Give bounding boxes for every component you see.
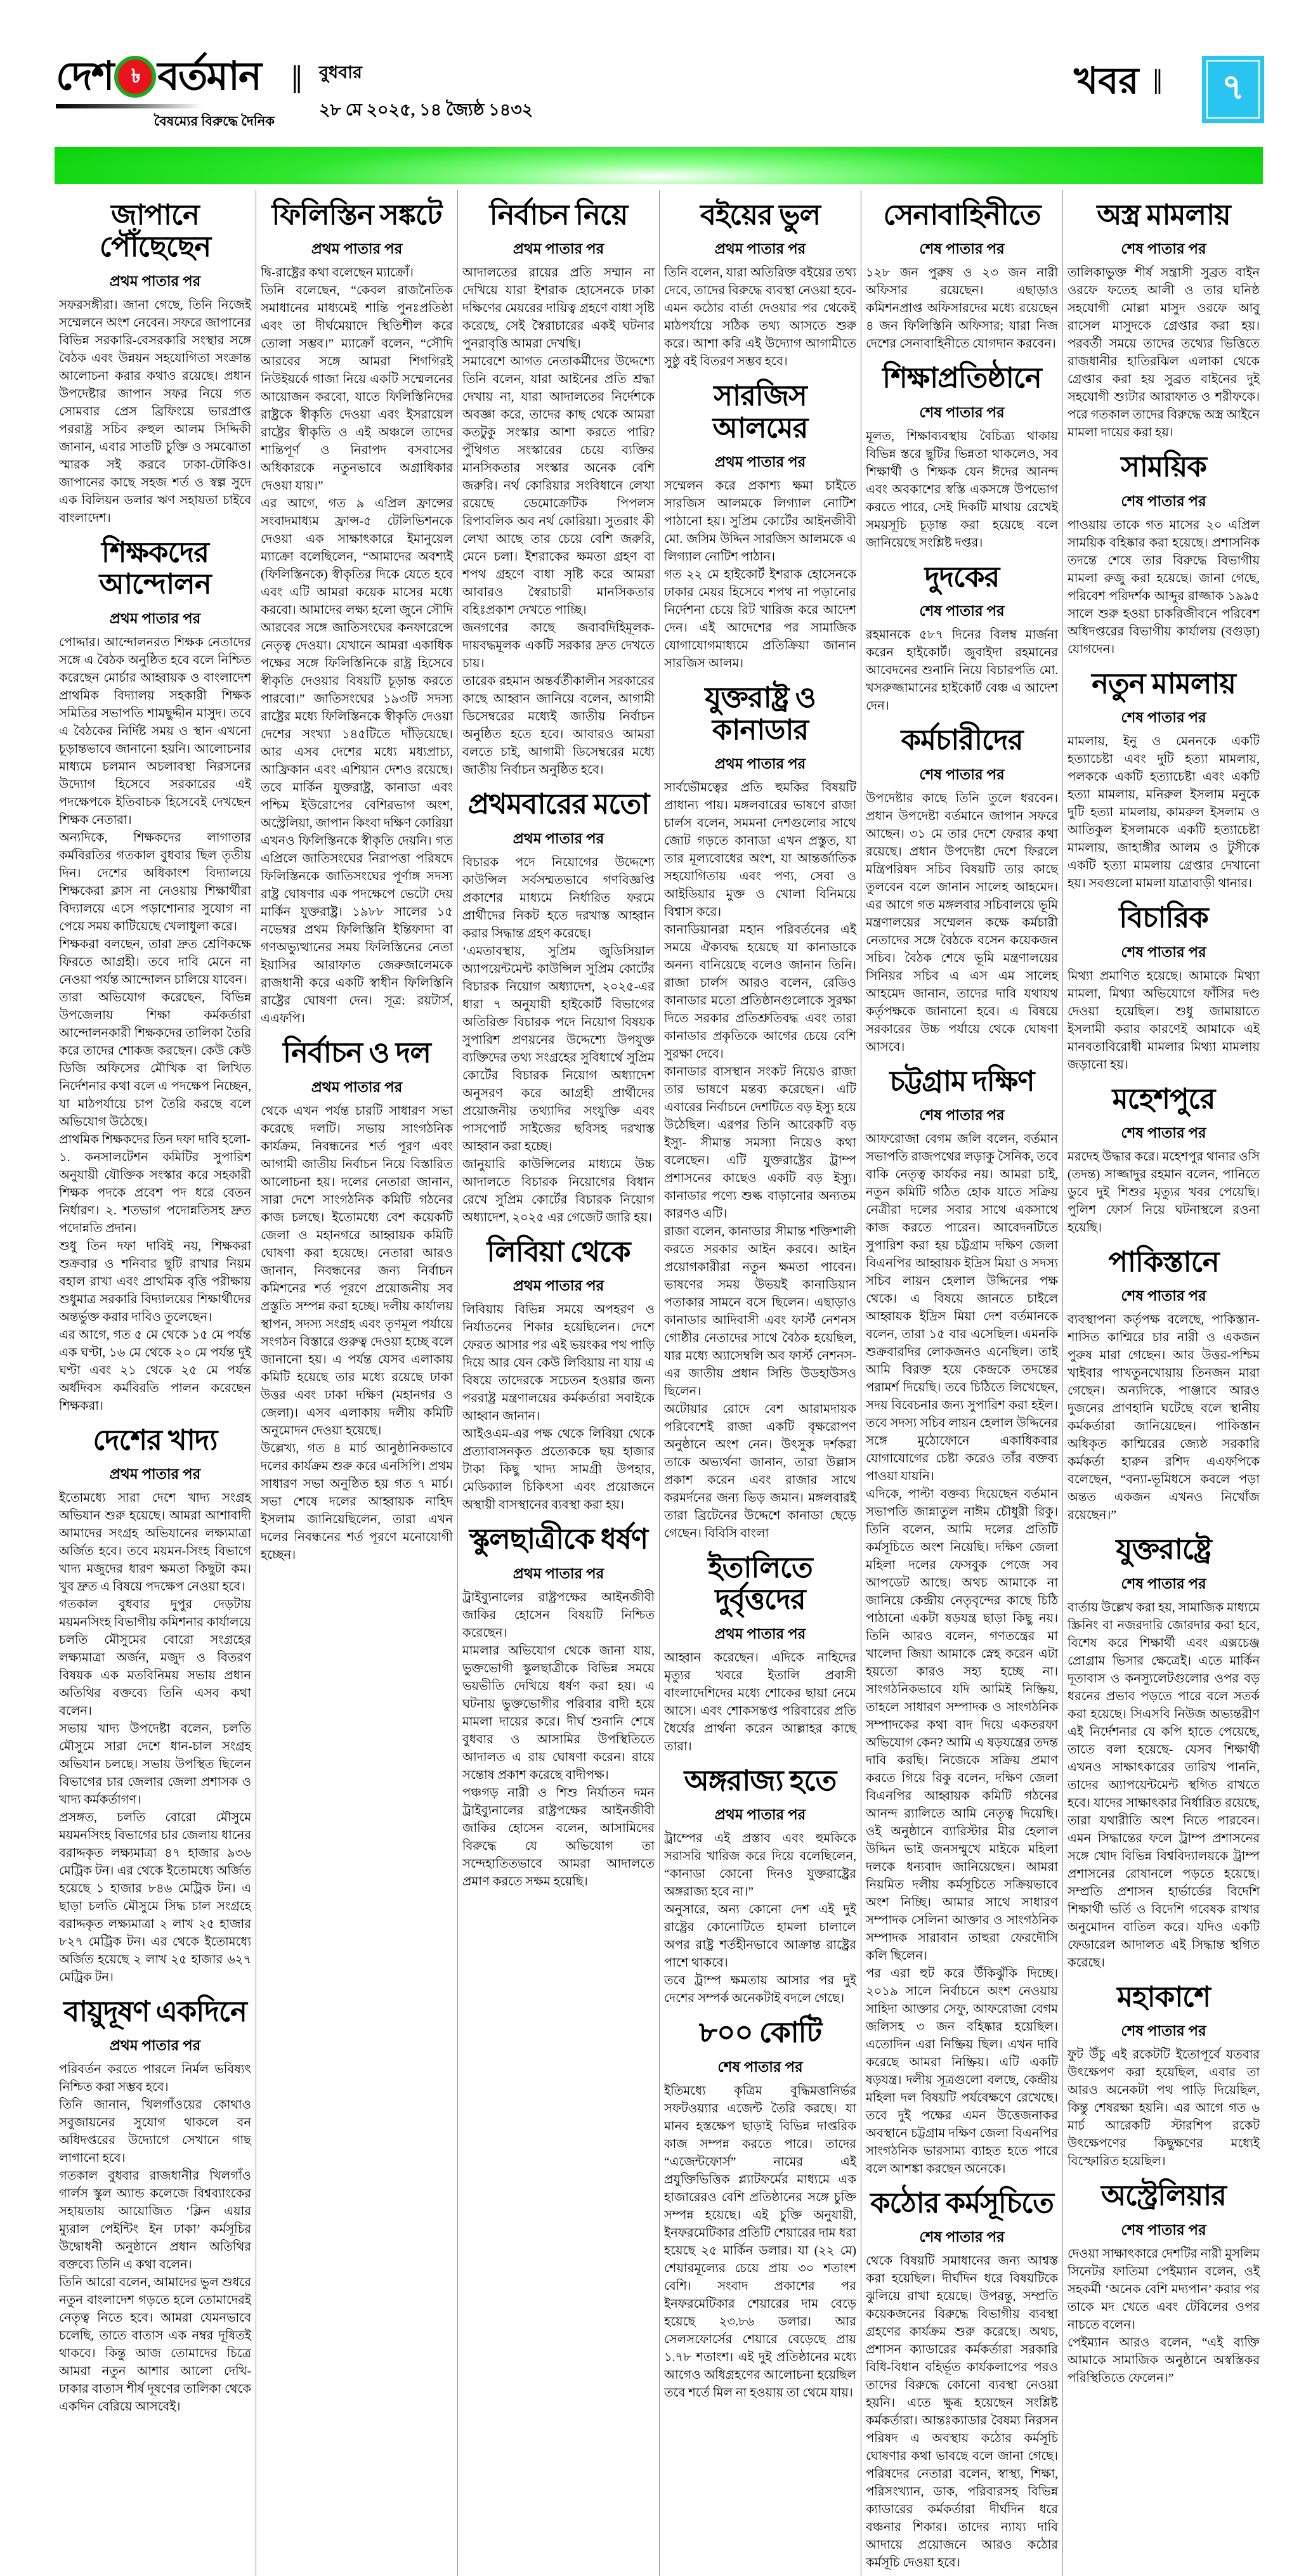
article-paragraph: মিথ্যা প্রমাণিত হয়েছে। আমাকে মিথ্যা মামলা, মিথ্যা অভিযোগে ফাঁসির দণ্ড দেওয়া হয়েছিল। শুধু জামায়াতে ইসলামী করার কারণেই আমাকে এই মানবতাবিরোধী মামলার মিথ্যা মামলায় জড়ানো হয়। bbox=[1068, 969, 1260, 1072]
article-paragraph: বার্তায় উল্লেখ করা হয়, সামাজিক মাধ্যমে স্ক্রিনিং বা নজরদারি জোরদার করা হবে, বিশেষ করে শিক্ষার্থী এবং এক্সচেঞ্জ প্রোগ্রাম ভিসার ক্ষেত্রেই। এতে মার্কিন দূতাবাস ও কনস্যুলেটগুলোর ওপর বড় ধরনের প্রভাব পড়তে পারে বলে সতর্ক করা হয়েছে। সিএসবি নিউজ অভ্যন্তরীণ এই নির্দেশনার যে কপি হাতে পেয়েছে, তাতে বলা হয়েছে- যেসব শিক্ষার্থী এখনও সাক্ষাৎকারের তারিখ পাননি, তাদের অ্যাপয়েন্টমেন্ট স্থগিত রাখতে হবে। যাদের সাক্ষাৎকার নির্ধারিত রয়েছে, তারা যথারীতি অংশ নিতে পারবেন। এমন সিদ্ধান্তের ফলে ট্রাম্প প্রশাসনের সঙ্গে খোদ বিভিন্ন বিশ্ববিদ্যালয়কে ট্রাম্প প্রশাসনের রোষানলে পড়তে হয়েছে। সম্প্রতি প্রশাসন হার্ভার্ডের বিদেশি শিক্ষার্থী ভর্তি ও বিদেশি গবেষক রাখার অনুমোদন বাতিল করে। যদিও একটি ফেডারেল আদালত এই সিদ্ধান্ত স্থগিত করেছে। bbox=[1068, 1601, 1260, 1970]
continued-from-kicker: শেষ পাতার পর bbox=[919, 404, 1005, 420]
article bbox=[1068, 668, 1260, 893]
article bbox=[1068, 1981, 1260, 2171]
article-headline: মহাকাশে bbox=[1117, 1981, 1210, 2013]
continued-from-kicker: প্রথম পাতার পর bbox=[109, 610, 201, 627]
article-paragraph: পেইম্যান আরও বলেন, “এই ব্যক্তি আমাকে সামাজিক অনুষ্ঠানে অস্বস্তিকর পরিস্থিতিতে ফেলেন।” bbox=[1068, 2336, 1260, 2385]
masthead-right bbox=[1074, 56, 1264, 123]
article bbox=[59, 199, 251, 528]
article-paragraph: আইওএম-এর পক্ষ থেকে লিবিয়া থেকে প্রত্যাবাসনকৃত প্রত্যেককে ছয় হাজার টাকা কিছু খাদ্য সামগ্রী উপহার, মেডিক্যাল চিকিৎসা এবং প্রয়োজনে অস্থায়ী বাসস্থানের ব্যবস্থা করা হয়। bbox=[462, 1428, 655, 1512]
continued-from-kicker: প্রথম পাতার পর bbox=[513, 1565, 604, 1582]
article bbox=[866, 724, 1058, 1056]
continued-from-kicker: প্রথম পাতার পর bbox=[109, 273, 201, 289]
newspaper-logo bbox=[56, 56, 275, 133]
news-column-2 bbox=[256, 190, 457, 2576]
article-paragraph: কানাডার বাসস্থান সংকট নিয়েও রাজা তার ভাষণে মন্তব্য করেছেন। এটি এবারের নির্বাচনে দেশটিতে বড় ইস্যু হয়ে উঠেছিল। এরপর তিনি আরেকটি বড় ইস্যু- সীমান্ত সমস্যা নিয়েও কথা বলেছেন। এটি যুক্তরাষ্ট্রের ট্রাম্প প্রশাসনের কাছেও একটি বড় ইস্যু। কানাডার পণ্যে শুল্ক বাড়ানোর অন্যতম কারণও এটি। bbox=[664, 1065, 856, 1221]
article-paragraph: রাজা বলেন, কানাডার সীমান্ত শক্তিশালী করতে সরকার আইন করবে। আইন প্রয়োগকারীরা নতুন ক্ষমতা পাবেন। ভাষণের সময় উভয়ই কানাডিয়ান পতাকার সামনে বসে ছিলেন। এছাড়াও কানাডার আদিবাসী এবং ফার্স্ট নেশনস গোষ্ঠীর নেতাদের সাথে বৈঠক হয়েছিল, যার মধ্যে অ্যাসেম্বলি অব ফার্স্ট নেশনস-এর জাতীয় প্রধান সিন্ডি উডহাউসও ছিলেন। bbox=[664, 1225, 856, 1398]
article-paragraph: সার্বভৌমত্বের প্রতি হুমকির বিষয়টি প্রাধান্য পায়। মঙ্গলবারের ভাষণে রাজা চার্লস বলেন, সমমনা দেশগুলোর সাথে জোট গড়তে কানাডা এখন প্রস্তুত, যা তার মূল্যবোধের অংশ, যা আন্তর্জাতিক সহযোগিতায় এবং পণ্য, সেবা ও আইডিয়ার মুক্ত ও খোলা বিনিময়ে বিশ্বাস করে। bbox=[664, 781, 856, 919]
continued-from-kicker: শেষ পাতার পর bbox=[717, 2059, 803, 2075]
news-columns bbox=[55, 190, 1263, 2576]
article bbox=[866, 561, 1058, 715]
article bbox=[1068, 1246, 1260, 1525]
continued-from-kicker: শেষ পাতার পর bbox=[919, 2229, 1005, 2246]
article-paragraph: এর আগে, গত ৯ এপ্রিল ফ্রান্সের সংবাদমাধ্যম ফ্রান্স-৫ টেলিভিশনকে দেওয়া এক সাক্ষাৎকারে ইমানুয়েল ম্যাক্রো বলেছিলেন, “আমাদের অবশ্যই (ফিলিস্তিনকে) স্বীকৃতির দিকে যেতে হবে এবং এটি আমরা কয়েক মাসের মধ্যে করবো। আমাদের লক্ষ্য হলো জুনে সৌদি আরবের সঙ্গে জাতিসংঘের কনফারেন্সে নেতৃত্ব দেওয়া। যেখানে আমরা একাধিক পক্ষের সঙ্গে ফিলিস্তিনিকে রাষ্ট্র হিসেবে স্বীকৃতি দেওয়ার বিষয়টি চূড়ান্ত করতে পারবো।” জাতিসংঘের ১৯৩টি সদস্য রাষ্ট্রের মধ্যে ফিলিস্তিনকে স্বীকৃতি দেওয়া দেশের সংখ্যা ১৪৫টিতে দাঁড়িয়েছে। আর এসব দেশের মধ্যে মধ্যপ্রাচ্য, আফ্রিকান এবং এশিয়ান দেশও রয়েছে। তবে মার্কিন যুক্তরাষ্ট্র, কানাডা এবং পশ্চিম ইউরোপের বেশিরভাগ অংশ, অস্ট্রেলিয়া, জাপান কিংবা দক্ষিণ কোরিয়া এখনও ফিলিস্তিনকে স্বীকৃতি দেয়নি। গত এপ্রিলে জাতিসংঘের নিরাপত্তা পরিষদে ফিলিস্তিনকে জাতিসংঘের পূর্ণাঙ্গ সদস্য রাষ্ট্র ঘোষণার এক পদক্ষেপে ভেটো দেয় মার্কিন যুক্তরাষ্ট্র। ১৯৮৮ সালের ১৫ নভেম্বর প্রথম ফিলিস্তিনি ইন্তিফাদা বা গণঅভ্যুত্থানের সময় ফিলিস্তিনের নেতা ইয়াসির আরাফাত জেরুজালেমকে রাজধানী করে একটি স্বাধীন ফিলিস্তিনি রাষ্ট্রের ঘোষণা দেন। সূত্র: রয়টার্স, এএফপি। bbox=[261, 497, 453, 1026]
article bbox=[866, 199, 1058, 353]
article-headline: ইতালিতে দুর্বৃত্তদের bbox=[708, 1551, 813, 1616]
article bbox=[462, 1236, 655, 1514]
article-paragraph: অন্যদিকে, শিক্ষকদের লাগাতার কর্মবিরতির গতকাল বুধবার ছিল তৃতীয় দিন। দেশের অধিকাংশ বিদ্যালয়ে শিক্ষকেরা ক্লাস না নেওয়ায় শিক্ষার্থীরা বিদ্যালয়ে এসে পড়াশোনার সুযোগ না পেয়ে সময় কাটিয়েছে খেলাধুলা করে। bbox=[59, 831, 251, 933]
continued-from-kicker: শেষ পাতার পর bbox=[1121, 2023, 1206, 2039]
article-paragraph: আদালতের রায়ের প্রতি সম্মান না দেখিয়ে যারা ইশরাক হোসেনকে ঢাকা দক্ষিণের মেয়রের দায়িত্ব গ্রহণে বাধা সৃষ্টি করেছে, সেই স্বৈরাচারের একই ঘটনার পুনরাবৃত্তি আমরা দেখছি। bbox=[462, 266, 655, 351]
article-paragraph: লিবিয়ায় বিভিন্ন সময়ে অপহরণ ও নির্যাতনের শিকার হয়েছিলেন। দেশে ফেরত আসার পর এই ভয়ংকর পথ পাড়ি দিয়ে আর যেন কেউ লিবিয়ায় না যায় এ বিষয়ে তাদেরকে সচেতন হওয়ার জন্য পররাষ্ট্র মন্ত্রণালয়ের কর্মকর্তারা সবাইকে আহ্বান জানান। bbox=[462, 1303, 655, 1424]
article-headline: অস্ত্র মামলায় bbox=[1097, 199, 1231, 231]
article bbox=[462, 788, 655, 1226]
masthead bbox=[56, 56, 1264, 145]
continued-from-kicker: শেষ পাতার পর bbox=[919, 766, 1005, 783]
article-paragraph: আফরোজা বেগম জলি বলেন, বর্তমান সভাপতি রাজপথের লড়াকু সৈনিক, তবে বাকি নেতৃত্ব কার্যকর নয়। আমরা চাই, নতুন কমিটি গঠিত হোক যাতে সক্রিয় নেত্রীরা দলের সবার সাথে একসাথে কাজ করতে পারেন। আবেদনটিতে সুপারিশ করা হয় চট্টগ্রাম দক্ষিণ জেলা বিএনপির আহ্বায়ক ইদ্রিস মিয়া ও সদস্য সচিব লায়ন হেলাল উদ্দিনের পক্ষ থেকে। এ বিষয়ে জানতে চাইলে আহ্বায়ক ইদ্রিস মিয়া দেশ বর্তমানকে বলেন, তারা ১৫ বার এসেছিল। এমনকি শুক্রবারদির লোকজনও এনেছিল। তাই আমি বিরক্ত হয়ে কেন্দ্রকে তদন্তের পরামর্শ দিয়েছি। তবে চিঠিতে লিখেছেন, সদয় বিবেচনার জন্য সুপারিশ করা হইল। তবে সদস্য সচিব লায়ন হেলাল উদ্দিনের সঙ্গে মুঠোফোনে একাধিকবার যোগাযোগের চেষ্টা করেও তাঁর বক্তব্য পাওয়া যায়নি। bbox=[866, 1132, 1058, 1483]
article bbox=[1068, 1533, 1260, 1972]
article bbox=[1068, 2180, 1260, 2387]
article-paragraph: দ্বি-রাষ্ট্রের কথা বলেছেন ম্যাক্রোঁ। bbox=[261, 266, 414, 280]
news-column-6 bbox=[1062, 190, 1264, 2576]
article-paragraph: পোদ্দার। আন্দোলনরত শিক্ষক নেতাদের সঙ্গে এ বৈঠক অনুষ্ঠিত হবে বলে নিশ্চিত করেছেন মোর্চার আহ্বায়ক ও বাংলাদেশ প্রাথমিক বিদ্যালয় সহকারী শিক্ষক সমিতির সভাপতি শামছুদ্দীন মাসুদ। তবে এ বৈঠকের নির্দিষ্ট সময় ও স্থান এখনো চূড়ান্তভাবে জানানো হয়নি। আলোচনার মাধ্যমে চলমান অচলাবস্থা নিরসনের উদ্যোগ হিসেবে সরকারের এই পদক্ষেপকে ইতিবাচক হিসেবেই দেখছেন শিক্ষক নেতারা। bbox=[59, 635, 251, 827]
article-paragraph: জানুয়ারি কাউন্সিলের মাধ্যমে উচ্চ আদালতে বিচারক নিয়োগের বিধান রেখে সুপ্রিম কোর্টের বিচারক নিয়োগ অধ্যাদেশ, ২০২৫ এর গেজেট জারি হয়। bbox=[462, 1157, 655, 1225]
article bbox=[1068, 902, 1260, 1074]
continued-from-kicker: প্রথম পাতার পর bbox=[513, 241, 604, 257]
article-headline: যুক্তরাষ্ট্রে bbox=[1116, 1533, 1211, 1566]
article-headline: নির্বাচন নিয়ে bbox=[489, 199, 628, 231]
logo-tagline: বৈষম্যের বিরুদ্ধে দৈনিক bbox=[153, 114, 275, 129]
article-paragraph: তিনি আরো বলেন, আমাদের ভুল শুধরে নতুন বাংলাদেশ গড়তে হলে তোমাদেরই নেতৃত্ব নিতে হবে। আমরা যেমনভাবে চলেছি, তাতে বাতাস এক নম্বর দূষিতই থাকবে। কিন্তু আজ তোমাদের চিত্রে আমরা নতুন আশার আলো দেখি- ঢাকার বাতাস শীর্ষ দূষণের তালিকা থেকে একদিন বেরিয়ে আসবেই। bbox=[59, 2276, 251, 2414]
continued-from-kicker: শেষ পাতার পর bbox=[919, 1107, 1005, 1123]
article bbox=[664, 1765, 856, 2008]
article bbox=[664, 1552, 856, 1756]
continued-from-kicker: প্রথম পাতার পর bbox=[109, 1466, 201, 1482]
article-paragraph: শিক্ষকরা বলছেন, তারা দ্রুত শ্রেণিকক্ষে ফিরতে আগ্রহী। তবে দাবি মেনে না নেওয়া পর্যন্ত আন্দোলন চালিয়ে যাবেন। bbox=[59, 937, 251, 987]
article-paragraph: উল্লেখ্য, গত ৪ মার্চ আনুষ্ঠানিকভাবে দলের কার্যক্রম শুরু করে এনসিপি। প্রথম সাধারণ সভা অনুষ্ঠিত হয় গত ৭ মার্চ। সভা শেষে দলের আহ্বায়ক নাহিদ ইসলাম জানিয়েছিলেন, তারা এখন দলের নিবন্ধনের শর্ত পূরণে মনোযোগী হচ্ছেন। bbox=[261, 1441, 453, 1562]
article bbox=[1068, 451, 1260, 658]
logo-text-left: দেশ bbox=[56, 55, 114, 98]
continued-from-kicker: শেষ পাতার পর bbox=[1121, 710, 1206, 726]
article-headline: বিচারিক bbox=[1119, 902, 1208, 934]
article-paragraph: উপদেষ্টার কাছে তিনি তুলে ধরবেন। প্রধান উপদেষ্টা বর্তমানে জাপান সফরে আছেন। ৩১ মে তার দেশে ফেরার কথা রয়েছে। প্রধান উপদেষ্টা দেশে ফিরলে মন্ত্রিপরিষদ সচিব বিষয়টি তার কাছে তুলবেন বলে জানান সালেহ আহমেদ। এর আগে গত মঙ্গলবার সচিবালয়ে ভূমি মন্ত্রণালয়ের সম্মেলন কক্ষে কর্মচারী নেতাদের সঙ্গে বৈঠকে বসেন কয়েকজন সচিব। বৈঠক শেষে ভূমি মন্ত্রণালয়ের সিনিয়র সচিব এ এস এম সালেহ আহমেদ জানান, তাদের দাবি যথাযথ কর্তৃপক্ষকে জানানো হবে। এ বিষয়ে সরকারের উচ্চ পর্যায়ে থেকে ঘোষণা আসবে। bbox=[866, 791, 1058, 1054]
article-paragraph: পঞ্চগড় নারী ও শিশু নির্যাতন দমন ট্রাইব্যুনালের রাষ্ট্রপক্ষের আইনজীবী জাকির হোসেন বলেন, আসামিদের বিরুদ্ধে যে অভিযোগ তা সন্দেহাতিতভাবে আমরা আদালতে প্রমাণ করতে সক্ষম হয়েছি। bbox=[462, 1786, 655, 1889]
article bbox=[1068, 199, 1260, 442]
article bbox=[59, 1996, 251, 2416]
article bbox=[462, 199, 655, 779]
news-column-4 bbox=[659, 190, 861, 2576]
article-paragraph: ট্রাম্পের এই প্রস্তাব এবং হুমকিকে সরাসরি খারিজ করে দিয়ে বলেছিলেন, “কানাডা কোনো দিনও যুক্তরাষ্ট্রের অঙ্গরাজ্য হবে না।” bbox=[664, 1832, 856, 1899]
article-headline: অস্ট্রেলিয়ার bbox=[1101, 2180, 1226, 2212]
page-number-badge bbox=[1202, 56, 1264, 123]
masthead-divider-icon: ‖ bbox=[291, 57, 303, 102]
article-paragraph: গত ২২ মে হাইকোর্ট ইশরাক হোসেনকে ঢাকার মেয়র হিসেবে শপথ না পড়ানোর নির্দেশনা চেয়ে রিট খারিজ করে আদেশ দেন। এই আদেশের পর সামাজিক যোগাযোগমাধ্যমে প্রতিক্রিয়া জানান সারজিস আলম। bbox=[664, 568, 856, 671]
article-headline: সেনাবাহিনীতে bbox=[883, 199, 1041, 231]
continued-from-kicker: শেষ পাতার পর bbox=[1121, 944, 1206, 960]
article-headline: নির্বাচন ও দল bbox=[283, 1037, 431, 1069]
article-headline: ৮০০ কোটি bbox=[698, 2017, 822, 2049]
article-paragraph: তিনি জানান, খিলগাঁওয়ের কোথাও সবুজায়নের সুযোগ থাকলে বন অধিদপ্তরের উদ্যোগে সেখানে গাছ লাগানো হবে। bbox=[59, 2098, 251, 2166]
continued-from-kicker: শেষ পাতার পর bbox=[919, 603, 1005, 620]
article-paragraph: পরিবর্তন করতে পারলে নির্মল ভবিষ্যৎ নিশ্চিত করা সম্ভব হবে। bbox=[59, 2063, 251, 2095]
continued-from-kicker: প্রথম পাতার পর bbox=[714, 1807, 806, 1823]
article-paragraph: এদিকে, পাল্টা বক্তব্য দিয়েছেন বর্তমান সভাপতি জান্নাতুল নাঈম চৌধুরী রিকু। তিনি বলেন, আমি দলের প্রতিটি কর্মসূচিতে অংশ নিয়েছি। দক্ষিণ জেলা মহিলা দলের ফেসবুক পেজে সব আপডেট আছে। অথচ আমাকে না জানিয়ে কেন্দ্রীয় নেতৃবৃন্দের কাছে চিঠি পাঠানো একটা ষড়যন্ত্র ছাড়া কিছু নয়। তিনি আরও বলেন, গণতন্ত্রের মা খালেদা জিয়া আমাকে স্নেহ করেন এটা হয়তো কারও সহ্য হচ্ছে না। সাংগঠনিকভাবে যদি আমিই নিষ্ক্রিয়, তাহলে সাধারণ সম্পাদক ও সাংগঠনিক সম্পাদকের কথা বাদ দিয়ে একতরফা অভিযোগ কেন? আমি এ ষড়যন্ত্রের তদন্ত দাবি করছি। নিজেকে সক্রিয় প্রমাণ করতে গিয়ে রিকু বলেন, দক্ষিণ জেলা বিএনপির আহ্বায়ক কমিটি গঠনের আনন্দ র‍্যালিতে আমি নেতৃত্ব দিয়েছি। ওই অনুষ্ঠানে ব্যারিস্টার মীর হেলাল উদ্দিন ভাই জনসম্মুখে মাইকে মহিলা দলকে ধন্যবাদ জানিয়েছেন। আমরা নিয়মিত দলীয় কর্মসূচিতে সক্রিয়ভাবে অংশ নিচ্ছি। আমার সাথে সাধারণ সম্পাদক সেলিনা আক্তার ও সাংগঠনিক সম্পাদক সারাবান তাহুরা ফেরদৌসি কলি ছিলেন। bbox=[866, 1487, 1058, 1963]
article-paragraph: তারেক রহমান অন্তর্বর্তীকালীন সরকারের কাছে আহ্বান জানিয়ে বলেন, আগামী ডিসেম্বরের মধ্যেই জাতীয় নির্বাচন অনুষ্ঠিত হতে হবে। আবারও আমরা বলতে চাই, আগামী ডিসেম্বরের মধ্যে জাতীয় নির্বাচন অনুষ্ঠিত হবে। bbox=[462, 675, 655, 777]
article-headline: কঠোর কর্মসূচিতে bbox=[870, 2187, 1054, 2219]
article-headline: বায়ুদূষণ একদিনে bbox=[63, 1995, 247, 2027]
article-headline: অঙ্গরাজ্য হতে bbox=[684, 1764, 837, 1797]
article-paragraph: তিনি বলেছেন, “কেবল রাজনৈতিক সমাধানের মাধ্যমেই শান্তি পুনঃপ্রতিষ্ঠা এবং তা দীর্ঘমেয়াদে স্থিতিশীল করে তোলা সম্ভব।” ম্যাক্রোঁ বলেন, “সৌদি আরবের সঙ্গে আমরা শিগগিরই নিউইয়র্কে গাজা নিয়ে একটি সম্মেলনের আয়োজন করবো, যাতে ফিলিস্তিনিদের রাষ্ট্রকে স্বীকৃতি দেওয়া এবং ইসরায়েল রাষ্ট্রের স্বীকৃতি ও এই অঞ্চলে তাদের শান্তিপূর্ণ ও নিরাপদ বসবাসের অধিকারকে নতুনভাবে অগ্রাধিকার দেওয়া যায়।” bbox=[261, 284, 453, 493]
article-headline: কর্মচারীদের bbox=[901, 724, 1023, 757]
article-headline: দেশের খাদ্য bbox=[93, 1424, 218, 1456]
article-paragraph: শুধু তিন দফা দাবিই নয়, শিক্ষকরা শুক্রবার ও শনিবার ছুটি রাখার নিয়ম বহাল রাখা এবং প্রাথমিক বৃত্তি পরীক্ষায় শুধুমাত্র সরকারি বিদ্যালয়ের শিক্ষার্থীদের অন্তর্ভুক্ত করার দাবিও তুলেছেন। bbox=[59, 1239, 251, 1324]
article-paragraph: প্রাথমিক শিক্ষকদের তিন দফা দাবি হলো- bbox=[59, 1133, 251, 1147]
article-paragraph: ১২৮ জন পুরুষ ও ২৩ জন নারী অফিসার রয়েছেন। এছাড়াও কমিশনপ্রাপ্ত অফিসারদের মধ্যে রয়েছেন ৪ জন ফিলিস্তিনি অফিসার; যারা নিজ দেশের সেনাবাহিনীতে যোগদান করবেন। bbox=[866, 266, 1058, 351]
continued-from-kicker: প্রথম পাতার পর bbox=[311, 241, 403, 257]
article-headline: শিক্ষাপ্রতিষ্ঠানে bbox=[882, 362, 1042, 394]
article-paragraph: এর আগে, গত ৫ মে থেকে ১৫ মে পর্যন্ত এক ঘণ্টা, ১৬ মে থেকে ২০ মে পর্যন্ত দুই ঘণ্টা এবং ২১ থেকে ২৫ মে পর্যন্ত অর্ধদিবস কর্মবিরতি পালন করেছেন শিক্ষকরা। bbox=[59, 1328, 251, 1413]
continued-from-kicker: শেষ পাতার পর bbox=[1121, 1575, 1206, 1592]
article-paragraph: মরদেহ উদ্ধার করে। মহেশপুর থানার ওসি (তদন্ত) সাজ্জাদুর রহমান বলেন, পানিতে ডুবে দুই শিশুর মৃত্যুর খবর পেয়েছি। পুলিশ ফোর্স নিয়ে ঘটনাস্থলে রওনা হয়েছি। bbox=[1068, 1150, 1260, 1235]
continued-from-kicker: শেষ পাতার পর bbox=[1121, 241, 1206, 257]
section-title: খবর bbox=[1073, 60, 1139, 101]
continued-from-kicker: শেষ পাতার পর bbox=[1121, 2221, 1206, 2238]
article-paragraph: দেওয়া সাক্ষাৎকারে দেশটির নারী মুসলিম সিনেটর ফাতিমা পেইম্যান বলেন, ওই সহকর্মী ‘অনেক বেশি মদ্যপান’ করার পর তাকে মদ খেতে এবং টেবিলের ওপর নাচতে বলেন। bbox=[1068, 2247, 1260, 2332]
section-accent-bar bbox=[55, 147, 1263, 184]
logo-text-right: বর্তমান bbox=[157, 55, 261, 98]
article bbox=[59, 1424, 251, 1987]
article-paragraph: সভায় খাদ্য উপদেষ্টা বলেন, চলতি মৌসুমে সারা দেশে ধান-চাল সংগ্রহ অভিযান চলছে। সভায় উপস্থিত ছিলেন বিভাগের চার জেলার জেলা প্রশাসক ও খাদ্য কর্মকর্তাগণ। bbox=[59, 1722, 251, 1807]
weekday-label: বুধবার bbox=[318, 63, 362, 82]
continued-from-kicker: প্রথম পাতার পর bbox=[109, 2038, 201, 2054]
article-paragraph: আহ্বান করেছেন। এদিকে নাহিদের মৃত্যুর খবরে ইতালি প্রবাসী বাংলাদেশিদের মধ্যে শোকের ছায়া নেমে আসে। এবং শোকসন্তপ্ত পরিবারের প্রতি ধৈর্যের প্রার্থনা করেন আল্লাহর কাছে তারা। bbox=[664, 1651, 856, 1753]
article bbox=[664, 199, 856, 371]
article bbox=[664, 682, 856, 1543]
continued-from-kicker: প্রথম পাতার পর bbox=[714, 755, 806, 772]
article-headline: শিক্ষকদের আন্দোলন bbox=[99, 536, 211, 601]
article-paragraph: মামলায়, ইনু ও মেননকে একটি হত্যাচেষ্টা এবং দুটি হত্যা মামলায়, পলককে একটি হত্যাচেষ্টা এবং একটি হত্যা মামলায়, মনিরুল ইসলাম মনুকে দুটি হত্যা মামলায়, কামরুল ইসলাম ও আতিকুল ইসলামকে একটি হত্যাচেষ্টা মামলায়, জাহাঙ্গীর আলম ও টুসীকে একটি হত্যা মামলায় গ্রেপ্তার দেখানো হয়। সবগুলো মামলা যাত্রাবাড়ী থানার। bbox=[1068, 735, 1260, 891]
continued-from-kicker: শেষ পাতার পর bbox=[1121, 1124, 1206, 1141]
article-paragraph: রহমানকে ৫৮৭ দিনের বিলম্ব মার্জনা করেন হাইকোর্ট। জুবাইদা রহমানের আবেদনের শুনানি নিয়ে বিচারপতি মো. খসরুজ্জামানের হাইকোর্ট বেঞ্চ এ আদেশ দেন। bbox=[866, 628, 1058, 713]
continued-from-kicker: শেষ পাতার পর bbox=[919, 241, 1005, 257]
article-paragraph: বিচারক পদে নিয়োগের উদ্দেশ্যে কাউন্সিল সর্বসম্মতভাবে গণবিজ্ঞপ্তি প্রকাশের মাধ্যমে নির্ধারিত ফরমে প্রার্থীদের নিকট হতে দরখাস্ত আহ্বান করার সিদ্ধান্ত গ্রহণ করেছে। bbox=[462, 855, 655, 940]
continued-from-kicker: প্রথম পাতার পর bbox=[714, 454, 806, 471]
article bbox=[261, 1037, 453, 1564]
continued-from-kicker: প্রথম পাতার পর bbox=[311, 1079, 403, 1095]
section-divider-icon: ‖ bbox=[1153, 63, 1163, 102]
article-paragraph: তালিকাভুক্ত শীর্ষ সন্ত্রাসী সুব্রত বাইন ওরফে ফতেহ আলী ও তার ঘনিষ্ঠ সহযোগী মোল্লা মাসুদ ওরফে আবু রাসেল মাসুদকে গ্রেপ্তার করা হয়। পরবর্তী সময়ে তাদের তথ্যের ভিত্তিতে রাজধানীর হাতিরঝিল এলাকা থেকে গ্রেপ্তার করা হয় সুব্রত বাইনের দুই সহযোগী শ্যুটার আরাফাত ও শরীফকে। পরে গতকাল তাদের বিরুদ্ধে অস্ত্র আইনে মামলা দায়ের করা হয়। bbox=[1068, 266, 1260, 440]
article-paragraph: পাওয়ায় তাকে গত মাসের ২০ এপ্রিল সাময়িক বহিষ্কার করা হয়েছে। প্রশাসনিক তদন্তে শেষে তার বিরুদ্ধে বিভাগীয় মামলা রুজু করা হয়েছে। জানা গেছে, পরিবেশ পরিদর্শক আব্দুর রাজ্জাক ১৯৯৫ সালে শুরু হওয়া চাকরিজীবনে পরিবেশ অধিদপ্তরের বিভাগীয় কার্যালয় (বগুড়া) যোগদেন। bbox=[1068, 518, 1260, 656]
article bbox=[664, 380, 856, 673]
continued-from-kicker: প্রথম পাতার পর bbox=[714, 1625, 806, 1642]
article-paragraph: ফুট উঁচু এই রকেটটি ইতোপূর্বে যতবার উৎক্ষেপণ করা হয়েছিল, এবার তা আরও অনেকটা পথ পাড়ি দিয়েছিল, কিন্তু শেষরক্ষা হয়নি। এর আগে গত ৬ মার্চ আরেকটি স্টারশিপ রকেট উৎক্ষেপণের কিছুক্ষণের মধ্যেই বিস্ফোরিত হয়েছিল। bbox=[1068, 2048, 1260, 2169]
article bbox=[866, 2187, 1058, 2572]
article-paragraph: অটোয়ার রোদে বেশ আরামদায়ক পরিবেশেই রাজা একটি বৃক্ষরোপণ অনুষ্ঠানে অংশ নেন। উৎসুক দর্শকরা তাকে অভ্যর্থনা জানান, তারা উল্লাস প্রকাশ করেন এবং রাজার সাথে করমর্দনের জন্য ভিড় জমান। মঙ্গলবারই তারা ব্রিটেনের উদ্দেশে কানাডা ছেড়ে গেছেন। বিবিসি বাংলা bbox=[664, 1402, 856, 1540]
news-column-5 bbox=[861, 190, 1062, 2576]
article bbox=[866, 362, 1058, 552]
article-paragraph: পর এরা হুট করে উঁকিঝুঁকি দিচ্ছে। ২০১৯ সালে নির্বাচনে অংশ নেওয়ায় সাহিদা আক্তার সেফু, আফরোজা বেগম জলিসহ ৩ জন বহিষ্কার হয়েছিল। এতোদিন এরা নিষ্ক্রিয় ছিল। এখন দাবি করেছে আমরা নিষ্ক্রিয়। এটি একটি ষড়যন্ত্র। দলীয় সূত্রগুলো বলছে, কেন্দ্রীয় মহিলা দল বিষয়টি পর্যবেক্ষণে রেখেছে। তবে দুই পক্ষের এমন উত্তেজনাকর অবস্থানে চট্টগ্রাম দক্ষিণ জেলা বিএনপির সাংগঠনিক ভারসাম্য ব্যাহত হতে পারে বলে আশঙ্কা করছেন অনেকে। bbox=[866, 1967, 1058, 2176]
article-paragraph: গতকাল বুধবার দুপুর দেড়টায় ময়মনসিংহ বিভাগীয় কমিশনার কার্যালয়ে চলতি মৌসুমের বোরো সংগ্রহের লক্ষ্যমাত্রা অর্জন, মজুদ ও বিতরণ বিষয়ক এক মতবিনিময় সভায় প্রধান অতিথির বক্তব্যে তিনি এসব কথা বলেন। bbox=[59, 1597, 251, 1718]
article-headline: লিবিয়া থেকে bbox=[486, 1235, 630, 1268]
continued-from-kicker: শেষ পাতার পর bbox=[1121, 493, 1206, 509]
article-paragraph: ব্যবস্থাপনা কর্তৃপক্ষ বলেছে, পাকিস্তান-শাসিত কাশ্মিরে চার নারী ও একজন পুরুষ মারা গেছেন। আর উত্তর-পশ্চিম খাইবার পাখতুনখোয়ায় তিনজন মারা গেছেন। অন্যদিকে, পাঞ্জাবে আরও দুজনের প্রাণহানি ঘটেছে বলে স্থানীয় কর্মকর্তারা জানিয়েছেন। পাকিস্তান অধিকৃত কাশ্মিরের জ্যেষ্ঠ সরকারি কর্মকর্তা হারুন রশিদ এএফপিকে বলেছেন, “বন্যা-ভূমিধসে কবলে পড়া অন্তত একজন এখনও নিখোঁজ রয়েছেন।” bbox=[1068, 1313, 1260, 1523]
article-paragraph: ইতোমধ্যে সারা দেশে খাদ্য সংগ্রহ অভিযান শুরু হয়েছে। আমরা আশাবাদী আমাদের সংগ্রহ অভিযানের লক্ষ্যমাত্রা অর্জিত হবে। তবে ময়মন-সিংহ বিভাগে খাদ্য মজুদের ধারণ ক্ষমতা কিছুটা কম। খুব দ্রুত এ বিষয়ে পদক্ষেপ নেওয়া হবে। bbox=[59, 1491, 251, 1594]
continued-from-kicker: প্রথম পাতার পর bbox=[513, 830, 604, 847]
page-number: ৭ bbox=[1221, 68, 1245, 107]
article-headline: ফিলিস্তিন সঙ্কটে bbox=[271, 199, 442, 231]
article-paragraph: অনুসারে, অন্য কোনো দেশ এই দুই রাষ্ট্রের কোনোটিতে হামলা চালালে অপর রাষ্ট্র শর্তহীনভাবে আক্রান্ত রাষ্ট্রের পাশে থাকবে। bbox=[664, 1903, 856, 1970]
article-headline: জাপানে পৌঁছেছেন bbox=[99, 199, 211, 263]
article-paragraph: জনগণের কাছে জবাবদিহিমূলক-দায়বদ্ধমূলক একটি সরকার দ্রুত দেখতে চায়। bbox=[462, 621, 655, 671]
article bbox=[866, 1065, 1058, 2178]
article-paragraph: কানাডিয়ানরা মহান পরিবর্তনের এই সময়ে ঐক্যবদ্ধ হয়েছে যা কানাডাকে অনন্য বানিয়েছে বলেও জানান তিনি। রাজা চার্লস আরও বলেন, রেডিও কানাডার মতো প্রতিষ্ঠানগুলোকে সুরক্ষা দিতে সরকার প্রতিশ্রুতিবদ্ধ এবং তারা কানাডার প্রকৃতিকে আগের চেয়ে বেশি সুরক্ষা দেবে। bbox=[664, 923, 856, 1061]
article bbox=[462, 1523, 655, 1890]
article-paragraph: তিনি বলেন, যারা অতিরিক্ত বইয়ের তথ্য দেবে, তাদের বিরুদ্ধে ব্যবস্থা নেওয়া হবে- এমন কঠোর বার্তা দেওয়ার পর থেকেই মাঠপর্যায়ে সঠিক তথ্য আসতে শুরু করে। আশা করি এই উদ্যোগ আগামীতে সুষ্ঠু বই বিতরণ সম্ভব হবে। bbox=[664, 266, 856, 369]
continued-from-kicker: শেষ পাতার পর bbox=[1121, 1288, 1206, 1304]
article-headline: নতুন মামলায় bbox=[1092, 667, 1236, 699]
article-headline: স্কুলছাত্রীকে ধর্ষণ bbox=[469, 1523, 648, 1556]
article-headline: প্রথমবারের মতো bbox=[467, 788, 650, 821]
article-paragraph: তবে ট্রাম্প ক্ষমতায় আসার পর দুই দেশের সম্পর্ক অনেকটাই বদলে গেছে। bbox=[664, 1974, 856, 2006]
logo-underline bbox=[56, 104, 202, 108]
article-paragraph: প্রসঙ্গত, চলতি বোরো মৌসুমে ময়মনসিংহ বিভাগের চার জেলায় ধানের বরাদ্দকৃত লক্ষ্যমাত্রা ৪৭ হাজার ৯৩৬ মেট্রিক টন। এর থেকে ইতোমধ্যে অর্জিত হয়েছে ১ হাজার ৮৪৬ মেট্রিক টন। এ ছাড়া চলতি মৌসুমে সিদ্ধ চাল সংগ্রহে বরাদ্দকৃত লক্ষ্যমাত্রা ২ লাখ ২৫ হাজার ৮২৭ মেট্রিক টন। এর থেকে ইতোমধ্যে অর্জিত হয়েছে ২ লাখ ২৫ হাজার ৬২৭ মেট্রিক টন। bbox=[59, 1811, 251, 1984]
article-paragraph: ১. কনসালটেশন কমিটির সুপারিশ অনুযায়ী যৌক্তিক সংস্কার করে সহকারী শিক্ষক পদকে প্রবেশ পদ ধরে বেতন নির্ধারণ। ২. শতভাগ পদোন্নতিসহ দ্রুত পদোন্নতি প্রদান। bbox=[59, 1150, 251, 1235]
article-paragraph: সমাবেশে আগত নেতাকর্মীদের উদ্দেশ্যে তিনি বলেন, যারা আইনের প্রতি শ্রদ্ধা দেখায় না, যারা আদালতের নির্দেশকে অবজ্ঞা করে, তাদের কাছ থেকে আমরা কতটুকু সংস্কার আশা করতে পারি? পুঁথিগত সংস্কারের চেয়ে ব্যক্তির মানসিকতার সংস্কার অনেক বেশি জরুরি। নর্থ কোরিয়ার সংবিধানে লেখা রয়েছে ডেমোক্রেটিক পিপলস রিপাবলিক অব নর্থ কোরিয়া। সুতরাং কী লেখা আছে তার চেয়ে বেশি জরুরি, মেনে চলা। ইশরাকের ক্ষমতা গ্রহণ বা শপথ গ্রহণে বাধা সৃষ্টি করে আমরা আবারও স্বৈরাচারী মানসিকতার বহিঃপ্রকাশ দেখতে পাচ্ছি। bbox=[462, 355, 655, 618]
article-paragraph: মামলার অভিযোগ থেকে জানা যায়, ভুক্তভোগী স্কুলছাত্রীকে বিভিন্ন সময়ে ভয়ভীতি দেখিয়ে ধর্ষণ করা হয়। এ ঘটনায় ভুক্তভোগীর পরিবার বাদী হয়ে মামলা দায়ের করে। দীর্ঘ শুনানি শেষে বুধবার ও আসামির উপস্থিতিতে আদালত এ রায় ঘোষণা করেন। রায়ে সন্তোষ প্রকাশ করেছে বাদীপক্ষ। bbox=[462, 1644, 655, 1782]
article-headline: যুক্তরাষ্ট্র ও কানাডার bbox=[705, 682, 816, 746]
continued-from-kicker: প্রথম পাতার পর bbox=[714, 241, 806, 257]
article-headline: দুদকের bbox=[924, 561, 1000, 593]
article-paragraph: থেকে বিষয়টি সমাধানের জন্য আশ্বস্ত করা হয়েছিল। দীর্ঘদিন ধরে বিষয়টিকে ঝুলিয়ে রাখা হয়েছে। উপরন্তু, সম্প্রতি কয়েকজনের বিরুদ্ধে বিভাগীয় ব্যবস্থা গ্রহণের কার্যক্রম শুরু করেছে। অথচ, প্রশাসন ক্যাডারের কর্মকর্তারা সরকারি বিধি-বিধান বহির্ভূত কার্যকলাপের পরও তাদের বিরুদ্ধে কোনো ব্যবস্থা নেওয়া হয়নি। এতে ক্ষুব্ধ হয়েছেন সংশ্লিষ্ট কর্মকর্তারা। আন্তঃক্যাডার বৈষম্য নিরসন পরিষদ এ অবস্থায় কঠোর কর্মসূচি ঘোষণার কথা ভাবছে বলে জানা গেছে। পরিষদের নেতারা বলেন, স্বাস্থ্য, শিক্ষা, পরিসংখ্যান, ডাক, পরিবারসহ বিভিন্ন ক্যাডারের কর্মকর্তারা দীর্ঘদিন ধরে বঞ্চনার শিকার। তাদের ন্যায্য দাবি আদায়ে প্রয়োজনে আরও কঠোর কর্মসূচি দেওয়া হবে। bbox=[866, 2254, 1058, 2570]
article-paragraph: সফরসঙ্গীরা। জানা গেছে, তিনি নিজেই সম্মেলনে অংশ নেবেন। সফরে জাপানের বিভিন্ন সরকারি-বেসরকারি সংস্থার সঙ্গে বৈঠক এবং উন্নয়ন সহযোগিতা সংক্রান্ত আলোচনা করার কথাও রয়েছে। প্রধান উপদেষ্টার জাপান সফর নিয়ে গত সোমবার প্রেস ব্রিফিংয়ে ভারপ্রাপ্ত পররাষ্ট্র সচিব রুহুল আলম সিদ্দিকী জানান, এবার সাতটি চুক্তি ও সমঝোতা স্মারক সই করবে ঢাকা-টোকিও। জাপানের কাছে সহজ শর্ত ও স্বল্প সুদে এক বিলিয়ন ডলার ঋণ সহায়তা চাইবে বাংলাদেশ। bbox=[59, 298, 251, 525]
news-column-3 bbox=[457, 190, 659, 2576]
article-headline: চট্টগ্রাম দক্ষিণ bbox=[889, 1065, 1035, 1097]
article-paragraph: ট্রাইব্যুনালের রাষ্ট্রপক্ষের আইনজীবী জাকির হোসেন বিষয়টি নিশ্চিত করেছেন। bbox=[462, 1590, 655, 1640]
article bbox=[261, 199, 453, 1028]
date-block bbox=[319, 60, 533, 126]
date-label: ২৮ মে ২০২৫, ১৪ জ্যৈষ্ঠ ১৪৩২ bbox=[318, 100, 533, 119]
article-headline: বইয়ের ভুল bbox=[700, 199, 821, 231]
article-paragraph: ‘এমতাবস্থায়, সুপ্রিম জুডিসিয়াল অ্যাপয়েন্টমেন্ট কাউন্সিল সুপ্রিম কোর্টের বিচারক নিয়োগ অধ্যাদেশ, ২০২৫-এর ধারা ৭ অনুযায়ী হাইকোর্ট বিভাগের অতিরিক্ত বিচারক পদে নিয়োগ বিষয়ক সুপারিশ প্রণয়নের উদ্দেশ্যে উপযুক্ত ব্যক্তিদের তথ্য সংগ্রহের সুবিধার্থে সুপ্রিম কোর্টের বিচারক নিয়োগ অধ্যাদেশ অনুসরণ করে আগ্রহী প্রার্থীদের প্রয়োজনীয় তথ্যাদির সংযুক্তি এবং পাসপোর্ট সাইজের ছবিসহ দরখাস্ত আহ্বান করা হচ্ছে। bbox=[462, 944, 655, 1154]
article-headline: পাকিস্তানে bbox=[1108, 1246, 1219, 1278]
article-headline: মহেশপুরে bbox=[1112, 1083, 1215, 1115]
article-headline: সাময়িক bbox=[1121, 451, 1206, 483]
article-paragraph: তারা অভিযোগ করেছেন, বিভিন্ন উপজেলায় শিক্ষা কর্মকর্তারা আন্দোলনকারী শিক্ষকদের তালিকা তৈরি করে তাদের শোকজ করছেন। কেউ কেউ ডিজি অফিসের মৌখিক বা লিখিত নির্দেশনার কথা বলে এ পদক্ষেপ নিচ্ছেন, যা মাঠপর্যায়ে চাপ তৈরি করছে বলে অভিযোগ উঠেছে। bbox=[59, 991, 251, 1129]
article bbox=[664, 2017, 856, 2402]
continued-from-kicker: প্রথম পাতার পর bbox=[513, 1278, 604, 1294]
logo-title bbox=[56, 56, 275, 98]
article bbox=[59, 537, 251, 1415]
article-paragraph: থেকে এখন পর্যন্ত চারটি সাধারণ সভা করেছে দলটি। সভায় সাংগঠনিক কার্যক্রম, নিবন্ধনের শর্ত পূরণ এবং আগামী জাতীয় নির্বাচন নিয়ে বিস্তারিত আলোচনা হয়। দলের নেতারা জানান, সারা দেশে সাংগঠনিক কমিটি গঠনের কাজ চলছে। ইতোমধ্যে বেশ কয়েকটি জেলা ও মহানগরে আহ্বায়ক কমিটি ঘোষণা করা হয়েছে। নেতারা আরও জানান, নিবন্ধনের জন্য নির্বাচন কমিশনের শর্ত পূরণে প্রয়োজনীয় সব প্রস্তুতি সম্পন্ন করা হচ্ছে। দলীয় কার্যালয় স্থাপন, সদস্য সংগ্রহ এবং তৃণমূল পর্যায়ে সংগঠন বিস্তারে গুরুত্ব দেওয়া হচ্ছে বলে জানানো হয়। এ পর্যন্ত যেসব এলাকায় কমিটি হয়েছে তার মধ্যে রয়েছে ঢাকা উত্তর এবং ঢাকা দক্ষিণ (মহানগর ও জেলা)। এসব এলাকায় দলীয় কমিটি অনুমোদন দেওয়া হয়েছে। bbox=[261, 1104, 453, 1438]
article-paragraph: ইতিমধ্যে কৃত্রিম বুদ্ধিমত্তানির্ভর সফটওয়্যার এজেন্ট তৈরি করছে। যা মানব হস্তক্ষেপ ছাড়াই বিভিন্ন দাপ্তরিক কাজ সম্পন্ন করতে পারে। তাদের “এজেন্টফোর্স” নামের এই প্রযুক্তিভিত্তিক প্ল্যাটফর্মের মাধ্যমে এক হাজারেরও বেশি প্রতিষ্ঠানের সঙ্গে চুক্তি সম্পন্ন হয়েছে। এই চুক্তি অনুযায়ী, ইনফরমেটিকার প্রতিটি শেয়ারের দাম ধরা হয়েছে ২৫ মার্কিন ডলার। যা (২২ মে) শেয়ারমূল্যের চেয়ে প্রায় ৩০ শতাংশ বেশি। সংবাদ প্রকাশের পর ইনফরমেটিকার শেয়ারের দাম বেড়ে হয়েছে ২৩.৮৬ ডলার। আর সেলসফোর্সের শেয়ারে বেড়েছে প্রায় ১.৭৮ শতাংশ। এই দুই প্রতিষ্ঠানের মধ্যে আগেও অধিগ্রহণের আলোচনা হয়েছিল তবে শর্তে মিল না হওয়ায় তা থেমে যায়। bbox=[664, 2084, 856, 2400]
article-paragraph: সম্মেলন করে প্রকাশ্য ক্ষমা চাইতে সারজিস আলমকে লিগ্যাল নোটিশ পাঠানো হয়। সুপ্রিম কোর্টের আইনজীবী মো. জসিম উদ্দিন সারজিস আলমকে এ লিগ্যাল নোটিশ পাঠান। bbox=[664, 479, 856, 564]
article-paragraph: গতকাল বুধবার রাজধানীর খিলগাঁও গার্লস স্কুল অ্যান্ড কলেজে বিশ্বব্যাংকের সহায়তায় আয়োজিত ‘ক্লিন এয়ার ম্যুরাল পেইন্টিং ইন ঢাকা’ কর্মসূচির উদ্বোধনী অনুষ্ঠানে প্রধান অতিথির বক্তব্যে তিনি এ কথা বলেন। bbox=[59, 2169, 251, 2272]
article bbox=[1068, 1083, 1260, 1237]
article-headline: সারজিস আলমের bbox=[712, 380, 808, 444]
article-paragraph: মূলত, শিক্ষাব্যবস্থায় বৈচিত্র্য থাকায় বিভিন্ন স্তরে ছুটির ভিন্নতা থাকলেও, সব শিক্ষার্থী ও শিক্ষক যেন ঈদের আনন্দ এবং অবকাশের স্বস্তি একসঙ্গে উপভোগ করতে পারে, সেই দিকটি মাথায় রেখেই সময়সূচি চূড়ান্ত করা হয়েছে বলে জানিয়েছে সংশ্লিষ্ট দপ্তর। bbox=[866, 429, 1058, 550]
news-column-1 bbox=[55, 190, 256, 2576]
logo-emblem-icon: ৳ bbox=[114, 56, 156, 98]
